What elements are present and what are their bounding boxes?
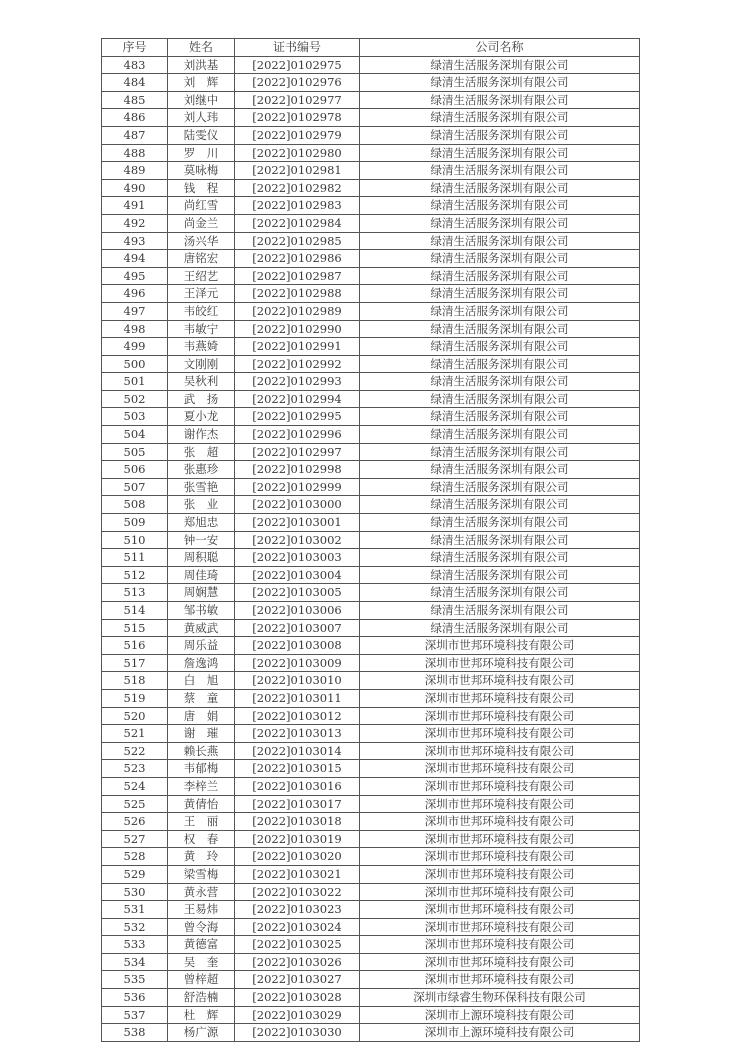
row-cert-number: [2022]0103015 (235, 760, 360, 778)
row-index: 508 (102, 496, 168, 514)
row-index: 512 (102, 566, 168, 584)
row-name: 韦敏宁 (168, 320, 235, 338)
row-company: 深圳市世邦环境科技有限公司 (360, 953, 640, 971)
row-name: 周乐益 (168, 637, 235, 655)
row-name: 武 扬 (168, 390, 235, 408)
row-name: 钟一安 (168, 531, 235, 549)
row-company: 绿清生活服务深圳有限公司 (360, 496, 640, 514)
row-index: 504 (102, 426, 168, 444)
row-cert-number: [2022]0103004 (235, 566, 360, 584)
row-company: 绿清生活服务深圳有限公司 (360, 232, 640, 250)
header-name: 姓名 (168, 39, 235, 57)
row-index: 495 (102, 267, 168, 285)
row-cert-number: [2022]0102994 (235, 390, 360, 408)
row-company: 绿清生活服务深圳有限公司 (360, 355, 640, 373)
row-index: 516 (102, 637, 168, 655)
table-row (102, 285, 640, 303)
row-company: 绿清生活服务深圳有限公司 (360, 338, 640, 356)
table-row (102, 478, 640, 496)
table-row (102, 549, 640, 567)
table-row (102, 865, 640, 883)
header-row (102, 39, 640, 57)
row-name: 王泽元 (168, 285, 235, 303)
row-name: 莫咏梅 (168, 162, 235, 180)
row-cert-number: [2022]0103030 (235, 1024, 360, 1042)
row-index: 530 (102, 883, 168, 901)
row-index: 483 (102, 56, 168, 74)
table-row (102, 830, 640, 848)
row-index: 487 (102, 126, 168, 144)
row-company: 深圳市世邦环境科技有限公司 (360, 865, 640, 883)
row-cert-number: [2022]0103006 (235, 602, 360, 620)
row-company: 深圳市世邦环境科技有限公司 (360, 830, 640, 848)
row-index: 493 (102, 232, 168, 250)
row-cert-number: [2022]0103005 (235, 584, 360, 602)
row-company: 绿清生活服务深圳有限公司 (360, 390, 640, 408)
table-row (102, 602, 640, 620)
row-company: 深圳市世邦环境科技有限公司 (360, 971, 640, 989)
row-name: 权 春 (168, 830, 235, 848)
row-index: 532 (102, 918, 168, 936)
row-name: 韦燕婍 (168, 338, 235, 356)
row-company: 绿清生活服务深圳有限公司 (360, 443, 640, 461)
row-cert-number: [2022]0103010 (235, 672, 360, 690)
row-company: 绿清生活服务深圳有限公司 (360, 320, 640, 338)
row-company: 绿清生活服务深圳有限公司 (360, 74, 640, 92)
table-row (102, 566, 640, 584)
row-company: 深圳市世邦环境科技有限公司 (360, 848, 640, 866)
row-company: 深圳市世邦环境科技有限公司 (360, 813, 640, 831)
row-company: 绿清生活服务深圳有限公司 (360, 514, 640, 532)
row-company: 绿清生活服务深圳有限公司 (360, 584, 640, 602)
table-row (102, 813, 640, 831)
row-name: 文刚刚 (168, 355, 235, 373)
table-row (102, 126, 640, 144)
row-name: 唐 娟 (168, 707, 235, 725)
row-company: 绿清生活服务深圳有限公司 (360, 408, 640, 426)
row-company: 深圳市世邦环境科技有限公司 (360, 918, 640, 936)
row-name: 詹逸鸿 (168, 654, 235, 672)
row-company: 深圳市世邦环境科技有限公司 (360, 742, 640, 760)
row-cert-number: [2022]0102982 (235, 179, 360, 197)
row-name: 杨广源 (168, 1024, 235, 1042)
table-row (102, 654, 640, 672)
row-index: 534 (102, 953, 168, 971)
row-company: 深圳市世邦环境科技有限公司 (360, 689, 640, 707)
table-row (102, 267, 640, 285)
row-index: 522 (102, 742, 168, 760)
row-company: 绿清生活服务深圳有限公司 (360, 162, 640, 180)
row-company: 绿清生活服务深圳有限公司 (360, 602, 640, 620)
table-row (102, 109, 640, 127)
row-cert-number: [2022]0103012 (235, 707, 360, 725)
row-cert-number: [2022]0103016 (235, 777, 360, 795)
table-row (102, 531, 640, 549)
row-name: 张 超 (168, 443, 235, 461)
row-name: 曾令海 (168, 918, 235, 936)
row-cert-number: [2022]0103029 (235, 1006, 360, 1024)
row-name: 周积聪 (168, 549, 235, 567)
row-name: 黄永营 (168, 883, 235, 901)
row-index: 527 (102, 830, 168, 848)
row-company: 深圳市世邦环境科技有限公司 (360, 707, 640, 725)
table-row (102, 443, 640, 461)
row-name: 刘洪基 (168, 56, 235, 74)
row-name: 谢作杰 (168, 426, 235, 444)
row-company: 深圳市世邦环境科技有限公司 (360, 725, 640, 743)
table-row (102, 390, 640, 408)
row-company: 绿清生活服务深圳有限公司 (360, 267, 640, 285)
row-company: 深圳市世邦环境科技有限公司 (360, 795, 640, 813)
row-cert-number: [2022]0102976 (235, 74, 360, 92)
row-name: 王 丽 (168, 813, 235, 831)
table-row (102, 918, 640, 936)
row-company: 绿清生活服务深圳有限公司 (360, 144, 640, 162)
row-name: 张惠珍 (168, 461, 235, 479)
row-index: 536 (102, 989, 168, 1007)
row-index: 513 (102, 584, 168, 602)
row-name: 王易炜 (168, 901, 235, 919)
row-cert-number: [2022]0102985 (235, 232, 360, 250)
header-company: 公司名称 (360, 39, 640, 57)
row-cert-number: [2022]0103027 (235, 971, 360, 989)
table-row (102, 1006, 640, 1024)
table-row (102, 250, 640, 268)
row-cert-number: [2022]0102975 (235, 56, 360, 74)
table-row (102, 426, 640, 444)
row-name: 王绍艺 (168, 267, 235, 285)
row-index: 526 (102, 813, 168, 831)
row-index: 502 (102, 390, 168, 408)
row-index: 490 (102, 179, 168, 197)
table-row (102, 302, 640, 320)
row-index: 531 (102, 901, 168, 919)
row-company: 深圳市世邦环境科技有限公司 (360, 883, 640, 901)
row-cert-number: [2022]0103007 (235, 619, 360, 637)
row-index: 514 (102, 602, 168, 620)
row-index: 535 (102, 971, 168, 989)
row-company: 深圳市世邦环境科技有限公司 (360, 654, 640, 672)
row-name: 刘 辉 (168, 74, 235, 92)
row-cert-number: [2022]0103000 (235, 496, 360, 514)
row-name: 钱 程 (168, 179, 235, 197)
row-index: 498 (102, 320, 168, 338)
row-cert-number: [2022]0103002 (235, 531, 360, 549)
row-company: 绿清生活服务深圳有限公司 (360, 285, 640, 303)
table-row (102, 689, 640, 707)
row-index: 496 (102, 285, 168, 303)
row-index: 503 (102, 408, 168, 426)
row-cert-number: [2022]0102991 (235, 338, 360, 356)
row-index: 520 (102, 707, 168, 725)
row-name: 黄德富 (168, 936, 235, 954)
row-name: 韦皎红 (168, 302, 235, 320)
row-name: 白 旭 (168, 672, 235, 690)
row-name: 张雪艳 (168, 478, 235, 496)
row-name: 郑旭忠 (168, 514, 235, 532)
row-company: 深圳市世邦环境科技有限公司 (360, 901, 640, 919)
table-row (102, 742, 640, 760)
row-cert-number: [2022]0103003 (235, 549, 360, 567)
row-company: 绿清生活服务深圳有限公司 (360, 126, 640, 144)
row-name: 谢 璀 (168, 725, 235, 743)
row-name: 杜 辉 (168, 1006, 235, 1024)
row-cert-number: [2022]0102995 (235, 408, 360, 426)
table-row (102, 144, 640, 162)
row-name: 刘继中 (168, 91, 235, 109)
table-row (102, 777, 640, 795)
row-cert-number: [2022]0102992 (235, 355, 360, 373)
row-company: 绿清生活服务深圳有限公司 (360, 179, 640, 197)
row-company: 绿清生活服务深圳有限公司 (360, 478, 640, 496)
row-cert-number: [2022]0102999 (235, 478, 360, 496)
row-name: 吴 奎 (168, 953, 235, 971)
table-body (102, 56, 640, 1041)
row-cert-number: [2022]0103019 (235, 830, 360, 848)
row-index: 489 (102, 162, 168, 180)
row-index: 519 (102, 689, 168, 707)
table-row (102, 514, 640, 532)
row-index: 499 (102, 338, 168, 356)
table-row (102, 883, 640, 901)
row-name: 舒浩楠 (168, 989, 235, 1007)
row-index: 510 (102, 531, 168, 549)
row-cert-number: [2022]0102977 (235, 91, 360, 109)
table-row (102, 584, 640, 602)
table-row (102, 953, 640, 971)
row-name: 梁雪梅 (168, 865, 235, 883)
row-cert-number: [2022]0102997 (235, 443, 360, 461)
row-index: 538 (102, 1024, 168, 1042)
row-company: 深圳市上源环境科技有限公司 (360, 1024, 640, 1042)
table-row (102, 619, 640, 637)
row-cert-number: [2022]0103025 (235, 936, 360, 954)
row-name: 黄倩怡 (168, 795, 235, 813)
row-company: 深圳市世邦环境科技有限公司 (360, 672, 640, 690)
row-index: 501 (102, 373, 168, 391)
row-company: 绿清生活服务深圳有限公司 (360, 461, 640, 479)
table-row (102, 197, 640, 215)
row-company: 深圳市世邦环境科技有限公司 (360, 777, 640, 795)
row-index: 494 (102, 250, 168, 268)
row-company: 绿清生活服务深圳有限公司 (360, 250, 640, 268)
row-company: 绿清生活服务深圳有限公司 (360, 426, 640, 444)
row-cert-number: [2022]0103028 (235, 989, 360, 1007)
row-name: 黄 玲 (168, 848, 235, 866)
table-row (102, 707, 640, 725)
row-cert-number: [2022]0102988 (235, 285, 360, 303)
row-index: 505 (102, 443, 168, 461)
row-cert-number: [2022]0103011 (235, 689, 360, 707)
row-cert-number: [2022]0103014 (235, 742, 360, 760)
row-cert-number: [2022]0103001 (235, 514, 360, 532)
row-index: 497 (102, 302, 168, 320)
row-name: 尚金兰 (168, 214, 235, 232)
row-index: 507 (102, 478, 168, 496)
row-index: 537 (102, 1006, 168, 1024)
row-company: 深圳市绿睿生物环保科技有限公司 (360, 989, 640, 1007)
row-company: 深圳市上源环境科技有限公司 (360, 1006, 640, 1024)
row-cert-number: [2022]0102979 (235, 126, 360, 144)
row-index: 484 (102, 74, 168, 92)
row-name: 韦郁梅 (168, 760, 235, 778)
table-row (102, 637, 640, 655)
table-row (102, 74, 640, 92)
row-index: 486 (102, 109, 168, 127)
row-index: 523 (102, 760, 168, 778)
row-cert-number: [2022]0102998 (235, 461, 360, 479)
row-index: 485 (102, 91, 168, 109)
row-index: 506 (102, 461, 168, 479)
row-cert-number: [2022]0102981 (235, 162, 360, 180)
row-company: 深圳市世邦环境科技有限公司 (360, 637, 640, 655)
table-row (102, 760, 640, 778)
row-cert-number: [2022]0102986 (235, 250, 360, 268)
row-cert-number: [2022]0102978 (235, 109, 360, 127)
row-name: 汤兴华 (168, 232, 235, 250)
row-cert-number: [2022]0103013 (235, 725, 360, 743)
row-index: 528 (102, 848, 168, 866)
row-cert-number: [2022]0102980 (235, 144, 360, 162)
table-row (102, 56, 640, 74)
row-index: 529 (102, 865, 168, 883)
certificate-table (101, 38, 640, 1042)
table-row (102, 162, 640, 180)
row-cert-number: [2022]0102996 (235, 426, 360, 444)
row-name: 赖长燕 (168, 742, 235, 760)
row-cert-number: [2022]0103024 (235, 918, 360, 936)
row-index: 525 (102, 795, 168, 813)
row-company: 绿清生活服务深圳有限公司 (360, 549, 640, 567)
row-name: 夏小龙 (168, 408, 235, 426)
table-row (102, 901, 640, 919)
header-index: 序号 (102, 39, 168, 57)
row-company: 深圳市世邦环境科技有限公司 (360, 936, 640, 954)
row-name: 邹书敏 (168, 602, 235, 620)
row-name: 周佳琦 (168, 566, 235, 584)
row-cert-number: [2022]0103020 (235, 848, 360, 866)
row-name: 曾梓超 (168, 971, 235, 989)
row-company: 绿清生活服务深圳有限公司 (360, 531, 640, 549)
row-index: 521 (102, 725, 168, 743)
row-company: 绿清生活服务深圳有限公司 (360, 373, 640, 391)
row-index: 488 (102, 144, 168, 162)
row-index: 491 (102, 197, 168, 215)
table-row (102, 408, 640, 426)
row-name: 陆雯仪 (168, 126, 235, 144)
table-row (102, 214, 640, 232)
row-cert-number: [2022]0103008 (235, 637, 360, 655)
row-cert-number: [2022]0102987 (235, 267, 360, 285)
row-company: 深圳市世邦环境科技有限公司 (360, 760, 640, 778)
row-cert-number: [2022]0102990 (235, 320, 360, 338)
row-cert-number: [2022]0102989 (235, 302, 360, 320)
row-cert-number: [2022]0102983 (235, 197, 360, 215)
row-company: 绿清生活服务深圳有限公司 (360, 566, 640, 584)
table-row (102, 320, 640, 338)
row-company: 绿清生活服务深圳有限公司 (360, 109, 640, 127)
table-row (102, 91, 640, 109)
row-name: 吴秋利 (168, 373, 235, 391)
row-cert-number: [2022]0103026 (235, 953, 360, 971)
table-row (102, 848, 640, 866)
row-name: 黄威武 (168, 619, 235, 637)
row-index: 509 (102, 514, 168, 532)
row-company: 绿清生活服务深圳有限公司 (360, 214, 640, 232)
table-row (102, 355, 640, 373)
table-row (102, 232, 640, 250)
row-index: 533 (102, 936, 168, 954)
header-cert-number: 证书编号 (235, 39, 360, 57)
row-index: 515 (102, 619, 168, 637)
row-name: 唐铭宏 (168, 250, 235, 268)
row-company: 绿清生活服务深圳有限公司 (360, 56, 640, 74)
table-row (102, 496, 640, 514)
row-name: 周娴慧 (168, 584, 235, 602)
table-row (102, 1024, 640, 1042)
table-row (102, 338, 640, 356)
row-index: 500 (102, 355, 168, 373)
row-index: 492 (102, 214, 168, 232)
row-company: 绿清生活服务深圳有限公司 (360, 619, 640, 637)
row-cert-number: [2022]0102993 (235, 373, 360, 391)
table-row (102, 795, 640, 813)
table-row (102, 936, 640, 954)
row-cert-number: [2022]0103022 (235, 883, 360, 901)
row-cert-number: [2022]0103009 (235, 654, 360, 672)
table-row (102, 373, 640, 391)
table-row (102, 989, 640, 1007)
row-index: 511 (102, 549, 168, 567)
row-cert-number: [2022]0103017 (235, 795, 360, 813)
row-cert-number: [2022]0103021 (235, 865, 360, 883)
row-name: 尚红雪 (168, 197, 235, 215)
row-index: 517 (102, 654, 168, 672)
row-index: 524 (102, 777, 168, 795)
row-name: 刘人玮 (168, 109, 235, 127)
table-row (102, 672, 640, 690)
table-row (102, 179, 640, 197)
table-row (102, 725, 640, 743)
row-cert-number: [2022]0103023 (235, 901, 360, 919)
row-cert-number: [2022]0102984 (235, 214, 360, 232)
row-cert-number: [2022]0103018 (235, 813, 360, 831)
row-index: 518 (102, 672, 168, 690)
row-company: 绿清生活服务深圳有限公司 (360, 302, 640, 320)
row-name: 罗 川 (168, 144, 235, 162)
table-row (102, 461, 640, 479)
row-company: 绿清生活服务深圳有限公司 (360, 197, 640, 215)
row-company: 绿清生活服务深圳有限公司 (360, 91, 640, 109)
row-name: 李梓兰 (168, 777, 235, 795)
row-name: 蔡 童 (168, 689, 235, 707)
table-row (102, 971, 640, 989)
row-name: 张 业 (168, 496, 235, 514)
